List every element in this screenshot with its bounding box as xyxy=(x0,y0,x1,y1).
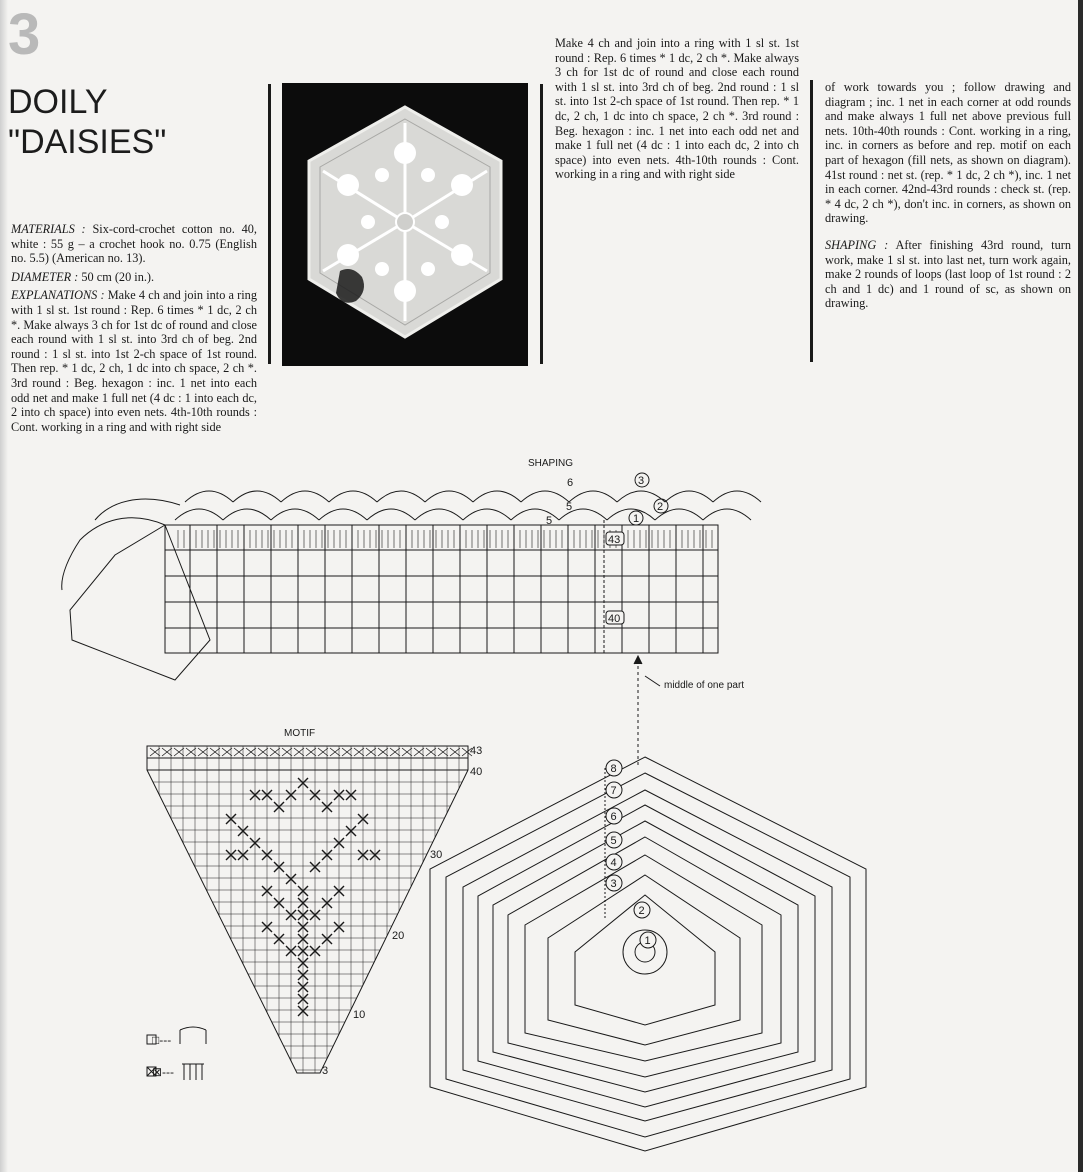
motif-row-40: 40 xyxy=(470,766,483,778)
materials-label: MATERIALS : xyxy=(11,222,86,236)
edge-mark-6: 6 xyxy=(567,477,574,489)
shaping-diagram-label: SHAPING xyxy=(528,458,574,469)
edge-mark-5a: 5 xyxy=(566,501,573,513)
shaping-round-1: 1 xyxy=(633,513,640,525)
middle-arrow-head xyxy=(634,656,642,664)
chart-row-40: 40 xyxy=(608,613,621,625)
hexagon-round-7: 7 xyxy=(610,785,617,797)
materials-text: Six-cord-crochet cotton no. 40, white : 55 g – a crochet hook no. 0.75 (English no. 5.5) (American no. 13). xyxy=(11,222,257,266)
diameter-text: 50 cm (20 in.). xyxy=(81,269,155,284)
page-title xyxy=(8,82,166,162)
middle-pointer xyxy=(645,676,660,686)
motif-row-20: 20 xyxy=(392,930,405,942)
hexagon-round-5: 5 xyxy=(610,835,617,847)
motif-row-30: 30 xyxy=(430,849,443,861)
column-rule-1 xyxy=(268,84,271,364)
crochet-diagram xyxy=(0,380,1083,1172)
explanations-continued xyxy=(555,36,799,212)
explanations-label: EXPLANATIONS : xyxy=(11,288,105,303)
middle-of-one-part-label: middle of one part xyxy=(664,680,745,691)
instructions-column-1 xyxy=(11,222,257,434)
doily-photo xyxy=(282,83,528,366)
legend-empty-text: □--- xyxy=(152,1033,172,1047)
hexagon-round-markers xyxy=(606,760,656,948)
motif-label: MOTIF xyxy=(284,728,316,739)
motif-chart xyxy=(147,746,472,1073)
diameter-label: DIAMETER : xyxy=(11,269,79,284)
motif-row-43: 43 xyxy=(470,745,483,757)
hexagon-chart xyxy=(430,757,866,1151)
legend-filled-text: ⊠--- xyxy=(152,1065,175,1079)
title-line-2: "DAISIES" xyxy=(8,123,167,161)
title-line-1: DOILY xyxy=(8,83,108,121)
shaping-round-2: 2 xyxy=(657,501,664,513)
hexagon-round-8: 8 xyxy=(610,763,617,775)
shaping-chart xyxy=(62,491,761,680)
hexagon-round-6: 6 xyxy=(610,811,617,823)
materials-paragraph xyxy=(11,222,257,266)
motif-row-3: 3 xyxy=(322,1065,329,1077)
hexagon-round-4: 4 xyxy=(610,857,617,869)
pattern-number: 3 xyxy=(8,2,39,67)
edge-mark-5b: 5 xyxy=(546,515,553,527)
column-3-paragraph: of work towards you ; follow drawing and diagram ; inc. 1 net in each corner at odd rounds and make always 1 full net above previous full nets. 10th-40th rounds : Cont. working in a ring, inc. in corners as before and rep. motif on each part of hexagon (fill nets, as shown on diagram). 41st round : net st. (rep. * 1 dc, 2 ch *), inc. 1 net in each corner. 42nd-43rd rounds : check st. (rep. * 4 dc, 2 ch *), don't inc. in corners, as shown on drawing. xyxy=(825,80,1071,226)
chart-row-43: 43 xyxy=(608,534,621,546)
explanations-paragraph xyxy=(11,288,257,434)
shaping-paragraph xyxy=(825,238,1071,311)
column-rule-3 xyxy=(810,80,813,362)
column-rule-2 xyxy=(540,84,543,364)
doily-photo-art xyxy=(282,83,528,366)
shaping-round-markers xyxy=(629,473,668,525)
shaping-round-3: 3 xyxy=(638,475,645,487)
instructions-column-3 xyxy=(825,80,1071,315)
hexagon-round-3: 3 xyxy=(610,878,617,890)
instructions-column-2 xyxy=(555,36,799,216)
explanations-text-continued: Make 4 ch and join into a ring with 1 sl st. 1st round : Rep. 6 times * 1 dc, 2 ch *. Make always 3 ch for 1st dc of round and close each round with 1 sl st. into 3rd ch of beg. 2nd round : 1 sl st. into 1st 2-ch space of 1st round. Then rep. * 1 dc, 2 ch, 1 dc into ch space, 2 ch *. 3rd round : Beg. hexagon : inc. 1 net into each odd net and make 1 full net (4 dc : 1 into each dc, 2 into ch space) into even nets. 4th-10th rounds : Cont. working in a ring and with right side xyxy=(555,36,799,182)
motif-row-10: 10 xyxy=(353,1009,366,1021)
shaping-text: After finishing 43rd round, turn work, make 1 sl st. into last net, turn work again, make 2 rounds of loops (last loop of 1st round : 2 ch and 1 dc) and 1 round of sc, as shown on drawing. xyxy=(825,237,1071,311)
shaping-label: SHAPING : xyxy=(825,237,889,252)
diameter-paragraph xyxy=(11,270,257,285)
explanations-text: Make 4 ch and join into a ring with 1 sl st. 1st round : Rep. 6 times * 1 dc, 2 ch *. Make always 3 ch for 1st dc of round and close each round with 1 sl st. into 3rd ch of beg. 2nd round : 1 sl st. into 1st 2-ch space of 1st round. Then rep. * 1 dc, 2 ch, 1 dc into ch space, 2 ch *. 3rd round : Beg. hexagon : inc. 1 net into each odd net and make 1 full net (4 dc : 1 into each dc, 2 into ch space) into even nets. 4th-10th rounds : Cont. working in a ring and with right side xyxy=(11,288,257,434)
hexagon-round-1: 1 xyxy=(644,935,651,947)
hexagon-round-2: 2 xyxy=(638,905,645,917)
